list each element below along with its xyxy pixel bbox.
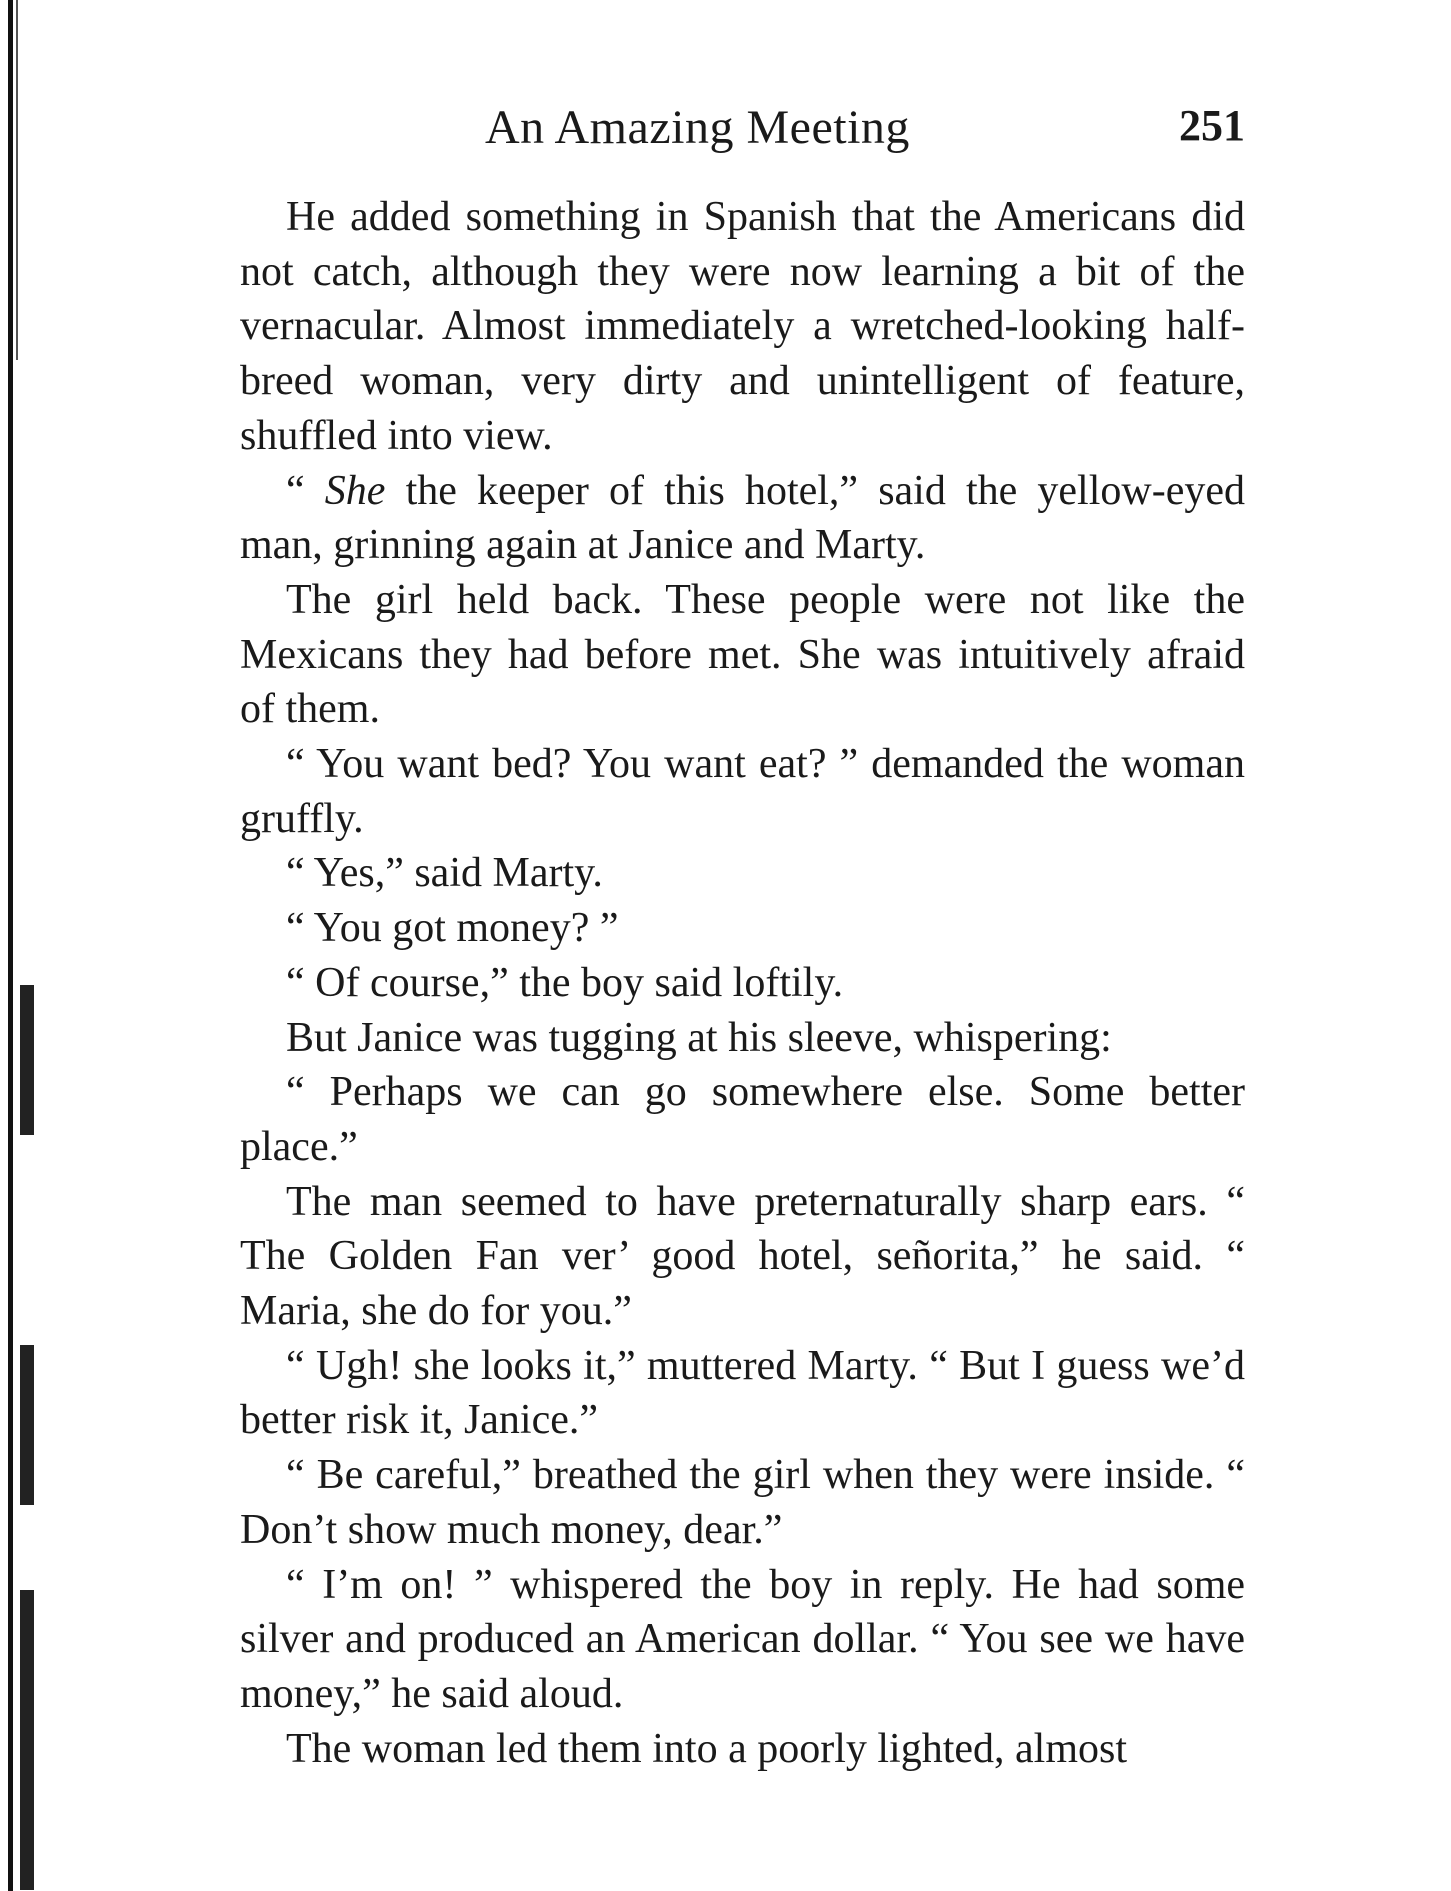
- paragraph-rest: the keeper of this hotel,” said the yellow-eyed man, grinning again at Janice and Marty.: [240, 467, 1245, 569]
- paragraph: “ Yes,” said Marty.: [286, 850, 603, 897]
- scan-edge: [0, 0, 30, 1891]
- scan-edge-line: [8, 0, 13, 1891]
- paragraph: He added something in Spanish that the Americans did not catch, although they were now learning a bit of the vernacular. Almost immediately a wretched-looking half-breed woman, very dirty and unintelligent of feature, shuffled into view.: [240, 194, 1245, 459]
- scan-edge-mark: [20, 985, 34, 1135]
- scan-edge-mark: [20, 1590, 34, 1890]
- paragraph: The girl held back. These people were not like the Mexicans they had before met. She was intuitively afraid of them.: [240, 576, 1245, 733]
- paragraph-open-quote: “: [286, 467, 325, 514]
- paragraph: “ You want bed? You want eat? ” demanded the woman gruffly.: [240, 741, 1245, 842]
- running-title: An Amazing Meeting: [485, 101, 910, 154]
- paragraph: “ You got money? ”: [286, 905, 619, 952]
- scan-edge-mark: [20, 1345, 34, 1505]
- paragraph: But Janice was tugging at his sleeve, whispering:: [286, 1014, 1112, 1061]
- paragraph: “ Of course,” the boy said loftily.: [286, 959, 844, 1006]
- paragraph: “ I’m on! ” whispered the boy in reply. He had some silver and produced an American dollar. “ You see we have money,” he said aloud.: [240, 1561, 1245, 1717]
- paragraph: [240, 464, 1245, 573]
- paragraph-emphasis: She: [324, 467, 386, 514]
- paragraph: The man seemed to have preternaturally sharp ears. “ The Golden Fan ver’ good hotel, señorita,” he said. “ Maria, she do for you.”: [240, 1178, 1245, 1335]
- scan-edge-line-thin: [16, 0, 18, 360]
- page-number: 251: [1179, 101, 1245, 150]
- paragraph: The woman led them into a poorly lighted, almost: [286, 1725, 1128, 1772]
- paragraph: “ Ugh! she looks it,” muttered Marty. “ But I guess we’d better risk it, Janice.”: [240, 1342, 1245, 1444]
- body-text: [240, 190, 1245, 1776]
- paragraph: “ Perhaps we can go somewhere else. Some better place.”: [240, 1069, 1245, 1170]
- page-header: [240, 100, 1245, 170]
- paragraph: “ Be careful,” breathed the girl when they were inside. “ Don’t show much money, dear.”: [240, 1452, 1245, 1553]
